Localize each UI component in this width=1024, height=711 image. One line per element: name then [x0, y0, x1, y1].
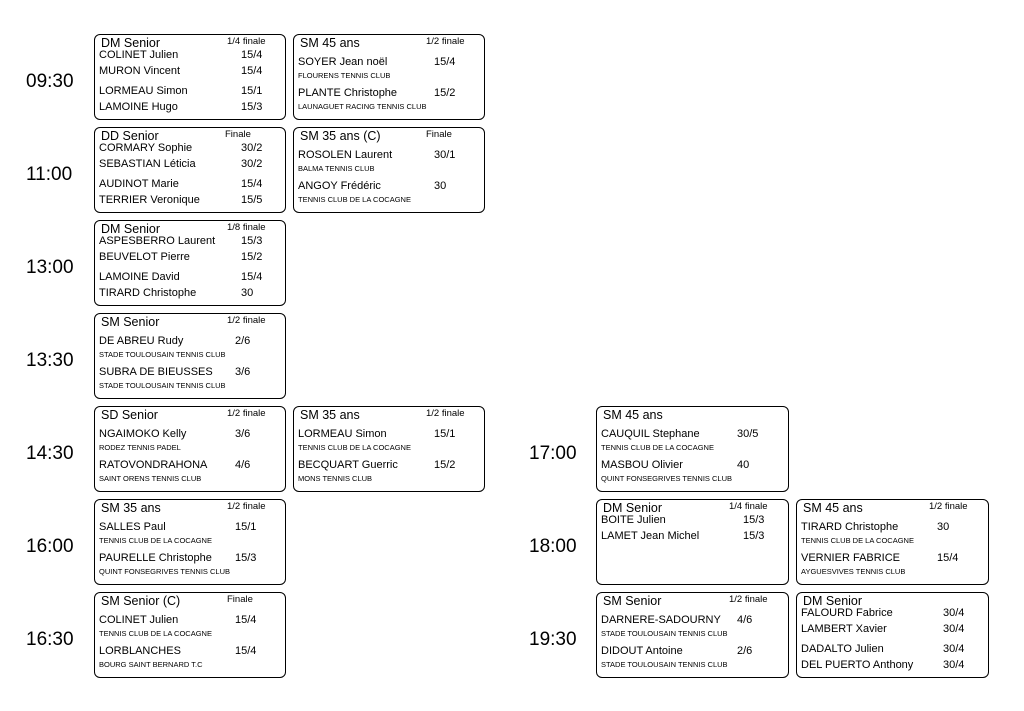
player-rank: 15/1	[235, 521, 257, 533]
match-stage: 1/2 finale	[227, 315, 266, 326]
match-card	[94, 127, 286, 213]
player-rank: 15/4	[241, 49, 263, 61]
player-name: ANGOY Frédéric	[298, 180, 381, 192]
match-stage: 1/2 finale	[227, 501, 266, 512]
player-club: SAINT ORENS TENNIS CLUB	[99, 474, 202, 483]
time-label: 17:00	[529, 443, 577, 464]
player-rank: 15/2	[434, 87, 456, 99]
time-label: 16:30	[26, 629, 74, 650]
player-name: SALLES Paul	[99, 521, 166, 533]
match-category: SD Senior	[101, 408, 158, 422]
player-name: COLINET Julien	[99, 49, 179, 61]
player-name: ROSOLEN Laurent	[298, 149, 393, 161]
player-rank: 30	[241, 287, 254, 299]
match-category: SM Senior	[101, 315, 160, 329]
match-stage: 1/2 finale	[426, 36, 465, 47]
player-rank: 15/1	[241, 85, 263, 97]
player-club: LAUNAGUET RACING TENNIS CLUB	[298, 102, 427, 111]
player-rank: 30/4	[943, 607, 965, 619]
player-club: MONS TENNIS CLUB	[298, 474, 373, 483]
player-rank: 15/5	[241, 194, 263, 206]
match-card	[293, 127, 485, 213]
player-name: NGAIMOKO Kelly	[99, 428, 187, 440]
match-card	[94, 313, 286, 399]
player-name: PLANTE Christophe	[298, 87, 398, 99]
time-label: 16:00	[26, 536, 74, 557]
player-name: AUDINOT Marie	[99, 178, 179, 190]
player-rank: 15/2	[241, 251, 263, 263]
player-rank: 30/5	[737, 428, 759, 440]
player-name: SOYER Jean noël	[298, 56, 388, 68]
player-rank: 30	[434, 180, 447, 192]
player-rank: 15/3	[241, 235, 263, 247]
player-rank: 30/4	[943, 623, 965, 635]
player-club: FLOURENS TENNIS CLUB	[298, 71, 391, 80]
player-rank: 4/6	[737, 614, 753, 626]
time-label: 19:30	[529, 629, 577, 650]
player-rank: 30/2	[241, 142, 263, 154]
player-rank: 15/4	[241, 271, 263, 283]
match-category: SM Senior (C)	[101, 594, 181, 608]
player-rank: 15/4	[235, 645, 257, 657]
player-rank: 15/4	[241, 65, 263, 77]
time-label: 13:30	[26, 350, 74, 371]
player-name: VERNIER FABRICE	[801, 552, 901, 564]
match-category: DM Senior	[101, 222, 161, 236]
match-stage: 1/2 finale	[426, 408, 465, 419]
player-rank: 40	[737, 459, 750, 471]
match-stage: Finale	[227, 594, 253, 605]
time-label: 09:30	[26, 71, 74, 92]
player-name: DARNERE-SADOURNY	[601, 614, 721, 626]
match-stage: 1/4 finale	[729, 501, 768, 512]
player-name: LAMBERT Xavier	[801, 623, 887, 635]
player-rank: 2/6	[737, 645, 753, 657]
match-card	[796, 592, 989, 678]
player-name: FALOURD Fabrice	[801, 607, 893, 619]
player-name: RATOVONDRAHONA	[99, 459, 208, 471]
match-stage: 1/4 finale	[227, 36, 266, 47]
player-rank: 15/3	[241, 101, 263, 113]
player-name: LORMEAU Simon	[99, 85, 188, 97]
player-club: QUINT FONSEGRIVES TENNIS CLUB	[601, 474, 732, 483]
player-club: STADE TOULOUSAIN TENNIS CLUB	[601, 629, 728, 638]
match-category: SM 35 ans (C)	[300, 129, 381, 143]
match-category: SM 45 ans	[300, 36, 360, 50]
match-stage: Finale	[225, 129, 251, 140]
player-name: PAURELLE Christophe	[99, 552, 212, 564]
player-name: COLINET Julien	[99, 614, 179, 626]
player-name: LAMOINE Hugo	[99, 101, 178, 113]
match-card	[596, 406, 789, 492]
player-rank: 3/6	[235, 428, 251, 440]
player-name: BEUVELOT Pierre	[99, 251, 190, 263]
player-rank: 2/6	[235, 335, 251, 347]
player-club: TENNIS CLUB DE LA COCAGNE	[99, 629, 212, 638]
match-category: SM 45 ans	[803, 501, 863, 515]
match-category: DM Senior	[101, 36, 161, 50]
player-rank: 15/4	[235, 614, 257, 626]
player-rank: 30	[937, 521, 950, 533]
player-club: RODEZ TENNIS PADEL	[99, 443, 181, 452]
player-name: TERRIER Veronique	[99, 194, 200, 206]
player-club: TENNIS CLUB DE LA COCAGNE	[99, 536, 212, 545]
player-name: SUBRA DE BIEUSSES	[99, 366, 213, 378]
player-club: STADE TOULOUSAIN TENNIS CLUB	[601, 660, 728, 669]
player-club: AYGUESVIVES TENNIS CLUB	[801, 567, 906, 576]
match-category: SM 35 ans	[101, 501, 161, 515]
player-rank: 15/4	[937, 552, 959, 564]
match-card	[596, 499, 789, 585]
player-name: DEL PUERTO Anthony	[801, 659, 914, 671]
player-rank: 15/4	[241, 178, 263, 190]
player-name: CAUQUIL Stephane	[601, 428, 700, 440]
player-club: TENNIS CLUB DE LA COCAGNE	[601, 443, 714, 452]
player-name: LAMET Jean Michel	[601, 530, 700, 542]
player-club: TENNIS CLUB DE LA COCAGNE	[801, 536, 914, 545]
match-card	[596, 592, 789, 678]
player-name: TIRARD Christophe	[801, 521, 899, 533]
match-stage: Finale	[426, 129, 452, 140]
player-club: BALMA TENNIS CLUB	[298, 164, 375, 173]
player-name: TIRARD Christophe	[99, 287, 197, 299]
match-category: SM 35 ans	[300, 408, 360, 422]
match-card	[293, 34, 485, 120]
player-club: STADE TOULOUSAIN TENNIS CLUB	[99, 381, 226, 390]
player-club: TENNIS CLUB DE LA COCAGNE	[298, 443, 411, 452]
player-rank: 15/4	[434, 56, 456, 68]
player-name: BECQUART Guerric	[298, 459, 398, 471]
match-stage: 1/2 finale	[729, 594, 768, 605]
player-rank: 30/4	[943, 643, 965, 655]
player-rank: 15/3	[743, 514, 765, 526]
match-card	[796, 499, 989, 585]
player-name: LORBLANCHES	[99, 645, 181, 657]
player-name: BOITE Julien	[601, 514, 666, 526]
player-rank: 15/1	[434, 428, 456, 440]
player-name: SEBASTIAN Léticia	[99, 158, 196, 170]
match-card	[94, 406, 286, 492]
player-club: QUINT FONSEGRIVES TENNIS CLUB	[99, 567, 230, 576]
player-rank: 30/2	[241, 158, 263, 170]
player-rank: 3/6	[235, 366, 251, 378]
time-label: 11:00	[26, 164, 73, 185]
match-category: DM Senior	[803, 594, 863, 608]
match-card	[94, 220, 286, 306]
player-name: LAMOINE David	[99, 271, 180, 283]
player-club: BOURG SAINT BERNARD T.C	[99, 660, 203, 669]
player-name: ASPESBERRO Laurent	[99, 235, 216, 247]
player-rank: 4/6	[235, 459, 251, 471]
match-stage: 1/2 finale	[227, 408, 266, 419]
player-club: STADE TOULOUSAIN TENNIS CLUB	[99, 350, 226, 359]
match-card	[94, 34, 286, 120]
match-category: DD Senior	[101, 129, 159, 143]
player-club: TENNIS CLUB DE LA COCAGNE	[298, 195, 411, 204]
match-card	[94, 499, 286, 585]
match-stage: 1/2 finale	[929, 501, 968, 512]
player-name: DIDOUT Antoine	[601, 645, 683, 657]
match-card	[293, 406, 485, 492]
time-label: 18:00	[529, 536, 577, 557]
match-category: SM 45 ans	[603, 408, 663, 422]
player-rank: 30/1	[434, 149, 456, 161]
player-name: CORMARY Sophie	[99, 142, 193, 154]
player-name: MURON Vincent	[99, 65, 181, 77]
player-name: MASBOU Olivier	[601, 459, 683, 471]
player-name: DE ABREU Rudy	[99, 335, 184, 347]
player-name: LORMEAU Simon	[298, 428, 387, 440]
player-name: DADALTO Julien	[801, 643, 884, 655]
player-rank: 15/3	[743, 530, 765, 542]
match-category: SM Senior	[603, 594, 662, 608]
match-card	[94, 592, 286, 678]
time-label: 14:30	[26, 443, 74, 464]
time-label: 13:00	[26, 257, 74, 278]
player-rank: 30/4	[943, 659, 965, 671]
match-category: DM Senior	[603, 501, 663, 515]
match-stage: 1/8 finale	[227, 222, 266, 233]
player-rank: 15/3	[235, 552, 257, 564]
player-rank: 15/2	[434, 459, 456, 471]
